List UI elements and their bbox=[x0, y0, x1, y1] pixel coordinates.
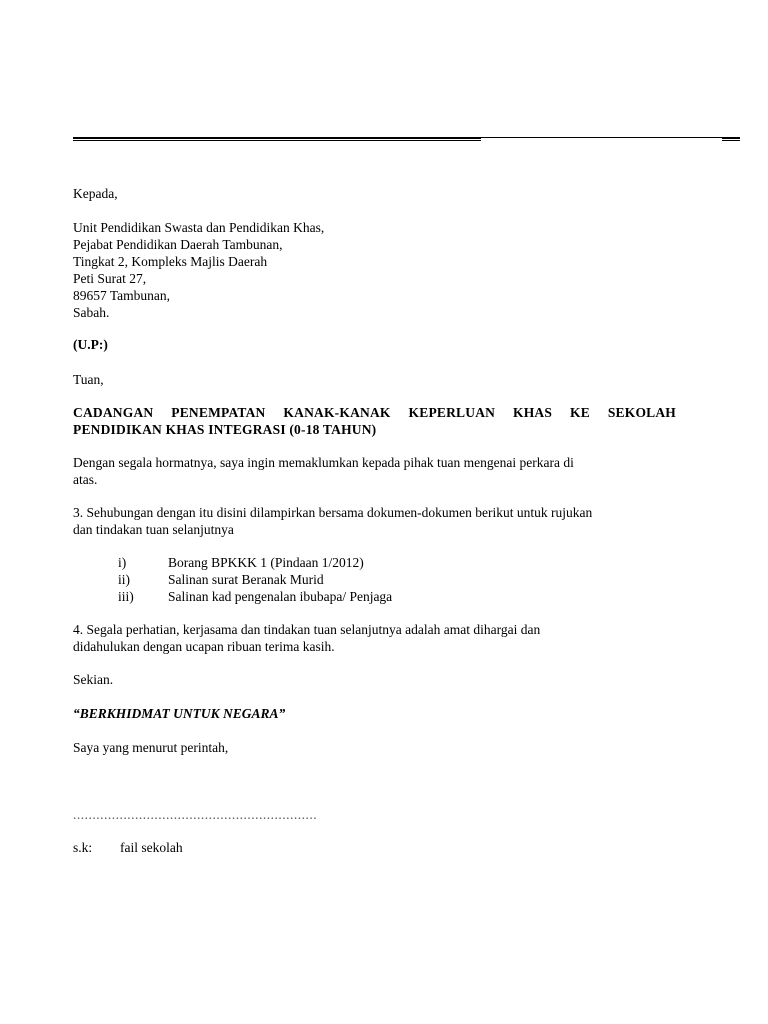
list-item-text: Borang BPKKK 1 (Pindaan 1/2012) bbox=[168, 555, 364, 570]
paragraph-line: 4. Segala perhatian, kerjasama dan tindakan tuan selanjutnya adalah amat dihargai dan bbox=[73, 622, 541, 637]
subject-line-1: CADANGAN PENEMPATAN KANAK-KANAK KEPERLUAN KHAS KE SEKOLAH bbox=[73, 405, 676, 420]
sign-off: Saya yang menurut perintah, bbox=[73, 740, 229, 755]
attention-label: (U.P:) bbox=[73, 337, 108, 352]
address-line: Unit Pendidikan Swasta dan Pendidikan Khas, bbox=[73, 220, 325, 235]
motto: “BERKHIDMAT UNTUK NEGARA” bbox=[73, 706, 286, 721]
salutation-to: Kepada, bbox=[73, 186, 118, 201]
motto-block bbox=[73, 705, 683, 722]
closing-text: Sekian. bbox=[73, 672, 114, 687]
cc-label: s.k: bbox=[73, 840, 93, 855]
letter-subject bbox=[73, 404, 676, 438]
subject-line-2: PENDIDIKAN KHAS INTEGRASI (0-18 TAHUN) bbox=[73, 422, 377, 437]
cc-row bbox=[73, 839, 683, 856]
paragraph-line: Dengan segala hormatnya, saya ingin memaklumkan kepada pihak tuan mengenai perkara di bbox=[73, 455, 574, 470]
address-line: Peti Surat 27, bbox=[73, 271, 147, 286]
recipient-to bbox=[73, 185, 683, 202]
paragraph-attachments-intro bbox=[73, 504, 673, 538]
sign-off-block bbox=[73, 739, 683, 756]
list-item bbox=[73, 588, 683, 605]
attention-block bbox=[73, 336, 683, 353]
cc-value: fail sekolah bbox=[120, 840, 183, 855]
letterhead-rule-thick bbox=[73, 137, 481, 141]
closing-block bbox=[73, 671, 683, 688]
paragraph-intro bbox=[73, 454, 673, 488]
list-item bbox=[73, 554, 683, 571]
list-item bbox=[73, 571, 683, 588]
list-item-number: iii) bbox=[118, 589, 134, 604]
signature-block bbox=[73, 806, 683, 823]
address-line: Sabah. bbox=[73, 305, 110, 320]
attachment-list bbox=[73, 554, 683, 605]
paragraph-line: atas. bbox=[73, 472, 98, 487]
recipient-address bbox=[73, 219, 683, 321]
paragraph-thanks bbox=[73, 621, 673, 655]
cc-block bbox=[73, 839, 683, 856]
list-item-number: i) bbox=[118, 555, 127, 570]
greeting: Tuan, bbox=[73, 372, 104, 387]
paragraph-line: 3. Sehubungan dengan itu disini dilampirkan bersama dokumen-dokumen berikut untuk rujukan bbox=[73, 505, 593, 520]
paragraph-line: dan tindakan tuan selanjutnya bbox=[73, 522, 234, 537]
address-line: 89657 Tambunan, bbox=[73, 288, 171, 303]
list-item-number: ii) bbox=[118, 572, 130, 587]
signature-line: ............................................................... bbox=[73, 807, 318, 822]
address-line: Pejabat Pendidikan Daerah Tambunan, bbox=[73, 237, 283, 252]
list-item-text: Salinan surat Beranak Murid bbox=[168, 572, 324, 587]
greeting-block bbox=[73, 371, 683, 388]
address-line: Tingkat 2, Kompleks Majlis Daerah bbox=[73, 254, 268, 269]
letterhead-rule-end bbox=[722, 137, 740, 141]
list-item-text: Salinan kad pengenalan ibubapa/ Penjaga bbox=[168, 589, 393, 604]
letterhead-rule-thin bbox=[481, 137, 722, 138]
paragraph-line: didahulukan dengan ucapan ribuan terima kasih. bbox=[73, 639, 335, 654]
